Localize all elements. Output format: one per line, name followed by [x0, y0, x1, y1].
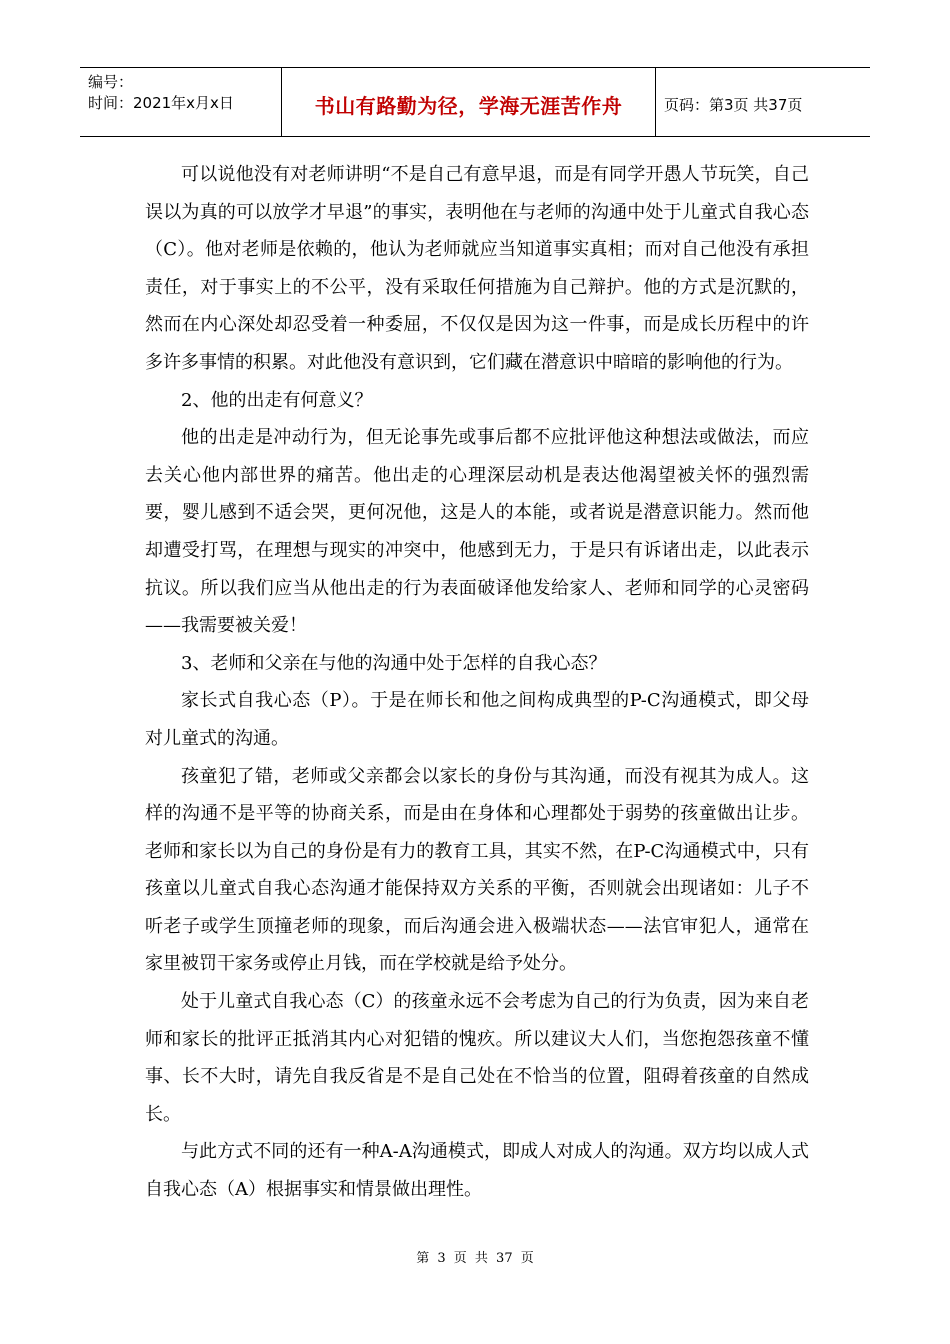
question-heading: 3、老师和父亲在与他的沟通中处于怎样的自我心态？: [181, 652, 607, 674]
paragraph: 可以说他没有对老师讲明“不是自己有意早退，而是有同学开愚人节玩笑，自己误以为真的可以放学才早退”的事实，表明他在与老师的沟通中处于儿童式自我心态（C）。他对老师是依赖的，他认为老师就应当知道事实真相；而对自己他没有承担责任，对于事实上的不公平，没有采取任何措施为自己辩护。他的方式是沉默的，然而在内心深处却忍受着一种委屈，不仅仅是因为这一件事，而是成长历程中的许多许多事情的积累。对此他没有意识到，它们藏在潜意识中暗暗的影响他的行为。: [145, 164, 809, 373]
paragraph: 孩童犯了错，老师或父亲都会以家长的身份与其沟通，而没有视其为成人。这样的沟通不是平等的协商关系，而是由在身体和心理都处于弱势的孩童做出让步。老师和家长以为自己的身份是有力的教育工具，其实不然，在P-C沟通模式中，只有孩童以儿童式自我心态沟通才能保持双方关系的平衡，否则就会出现诸如：儿子不听老子或学生顶撞老师的现象，而后沟通会进入极端状态——法官审犯人，通常在家里被罚干家务或停止月钱，而在学校就是给予处分。: [145, 765, 809, 975]
page-footer: 第 3 页 共 37 页: [416, 1251, 534, 1266]
header-page-code: 页码：第3页 共37页: [664, 95, 803, 114]
paragraph: 家长式自我心态（P）。于是在师长和他之间构成典型的P-C沟通模式，即父母对儿童式的沟通。: [145, 690, 809, 749]
header-info-cell: [80, 68, 282, 136]
paragraph: 他的出走是冲动行为，但无论事先或事后都不应批评他这种想法或做法，而应去关心他内部世界的痛苦。他出走的心理深层动机是表达他渴望被关怀的强烈需要，婴儿感到不适会哭，更何况他，这是人的本能，或者说是潜意识能力。然而他却遭受打骂，在理想与现实的冲突中，他感到无力，于是只有诉诸出走，以此表示抗议。所以我们应当从他出走的行为表面破译他发给家人、老师和同学的心灵密码——我需要被关爱！: [145, 427, 809, 637]
paragraph: 与此方式不同的还有一种A-A沟通模式，即成人对成人的沟通。双方均以成人式自我心态（A）根据事实和情景做出理性。: [145, 1141, 809, 1201]
header-motto: 书山有路勤为径，学海无涯苦作舟: [282, 68, 656, 136]
question-heading: 2、他的出走有何意义？: [181, 389, 373, 411]
document-body: [145, 156, 809, 1209]
time-label: 时间：2021年x月x日: [88, 94, 234, 112]
page-header: [80, 67, 870, 137]
number-label: 编号：: [88, 73, 134, 91]
paragraph: 处于儿童式自我心态（C）的孩童永远不会考虑为自己的行为负责，因为来自老师和家长的批评正抵消其内心对犯错的愧疚。所以建议大人们，当您抱怨孩童不懂事、长不大时，请先自我反省是不是自己处在不恰当的位置，阻碍着孩童的自然成长。: [145, 991, 809, 1125]
